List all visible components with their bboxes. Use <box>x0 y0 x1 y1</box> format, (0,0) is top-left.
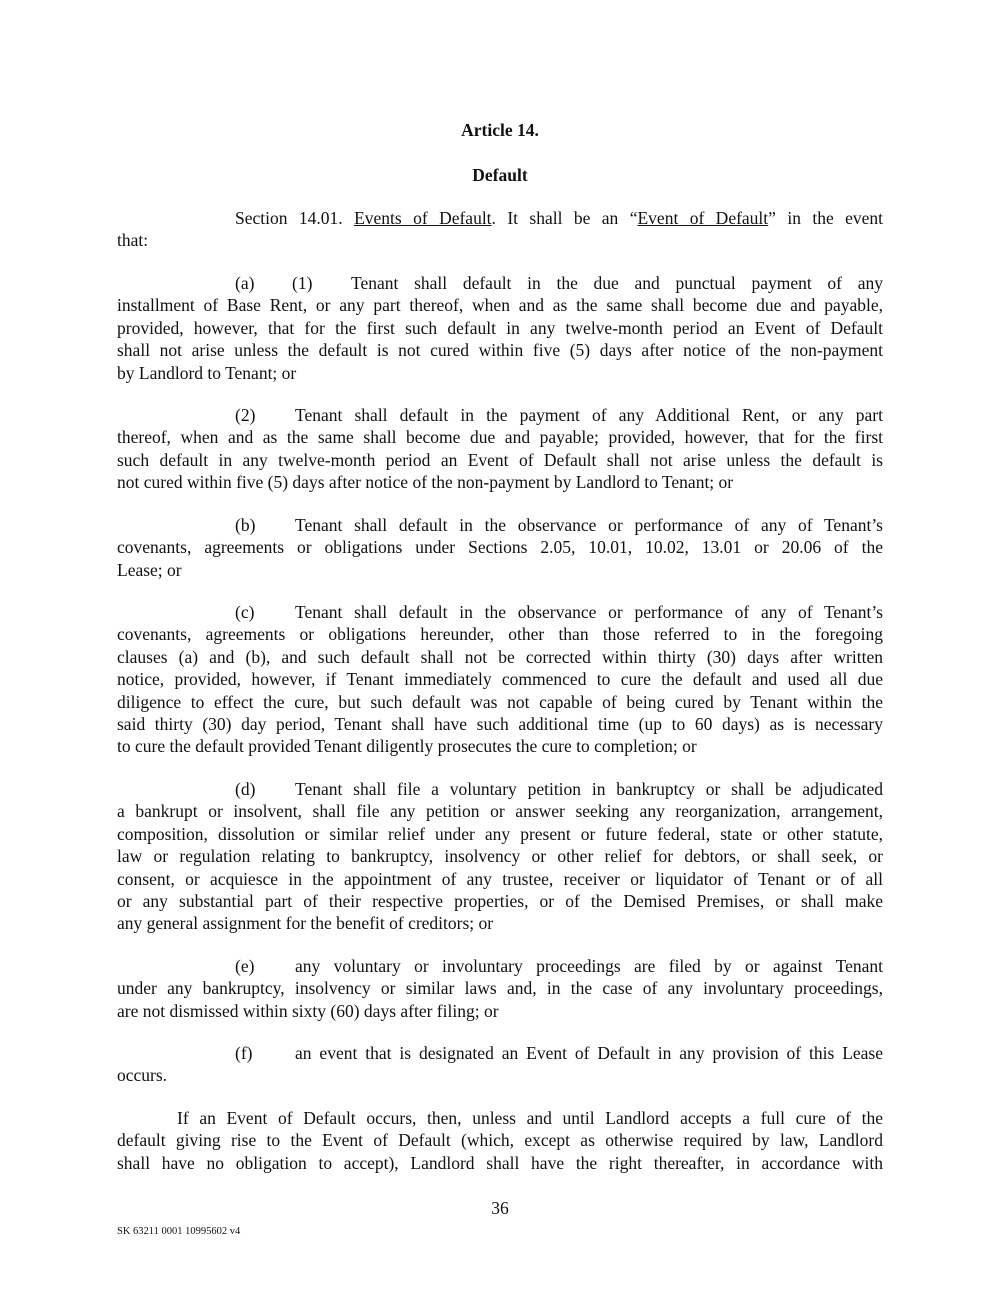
article-subtitle: Default <box>472 165 528 185</box>
clause-c: (c) Tenant shall default in the observance or performance of any of Tenant’s covenants, agreements or obligations hereunder, other than those referred to in the foregoing clauses (a) and (b), and such default shall not be corrected within thirty (30) days after written notice, provided, however, if Tenant immediately commenced to cure the default and used all due diligence to effect the cure, but such default was not capable of being cured by Tenant within the said thirty (30) day period, Tenant shall have such additional time (up to 60 days) as is necessary to cure the default provided Tenant diligently prosecutes the cure to completion; or <box>117 602 883 757</box>
section-heading: Events of Default <box>354 208 492 228</box>
clause-marker: (d) <box>235 779 256 799</box>
page-number: 36 <box>491 1198 509 1218</box>
clause-marker: (c) <box>235 602 255 622</box>
document-id: SK 63211 0001 10995602 v4 <box>117 1226 241 1237</box>
closing-paragraph: If an Event of Default occurs, then, unless and until Landlord accepts a full cure of the default giving rise to the Event of Default (which, except as otherwise required by law, Landlord shall have no obligation to accept), Landlord shall have the right thereafter, in accordance with <box>117 1108 883 1173</box>
clause-d: (d) Tenant shall file a voluntary petition in bankruptcy or shall be adjudicated a bankrupt or insolvent, shall file any petition or answer seeking any reorganization, arrangement, composition, dissolution or similar relief under any present or future federal, state or other statute, law or regulation relating to bankruptcy, insolvency or other relief for debtors, or shall seek, or consent, or acquiesce in the appointment of any trustee, receiver or liquidator of Tenant or of all or any substantial part of their respective properties, or of the Demised Premises, or shall make any general assignment for the benefit of creditors; or <box>117 779 883 934</box>
section-first-line: Section 14.01. Events of Default. It shall be an “Event of Default” in the event <box>235 208 884 228</box>
clause-marker: (2) <box>235 405 256 425</box>
section-14-01 <box>117 207 883 252</box>
clause-marker: (b) <box>235 515 256 535</box>
clause-f: (f) an event that is designated an Event of Default in any provision of this Lease occurs. <box>117 1043 883 1086</box>
clause-marker: (e) <box>235 956 255 976</box>
article-title: Article 14. <box>461 120 539 140</box>
clause-b: (b) Tenant shall default in the observance or performance of any of Tenant’s covenants, agreements or obligations under Sections 2.05, 10.01, 10.02, 13.01 or 20.06 of the Lease; or <box>117 515 883 580</box>
section-label: Section 14.01. <box>235 208 343 228</box>
clause-e: (e) any voluntary or involuntary proceedings are filed by or against Tenant under any bankruptcy, insolvency or similar laws and, in the case of any involuntary proceedings, are not dismissed within sixty (60) days after filing; or <box>117 956 883 1021</box>
clause-marker: (f) <box>235 1043 253 1063</box>
section-continuation: that: <box>117 230 149 251</box>
clause-a-1: (a) (1) Tenant shall default in the due and punctual payment of any installment of Base Rent, or any part thereof, when and as the same shall become due and payable, provided, however, that for the first such default in any twelve-month period an Event of Default shall not arise unless the default is not cured within five (5) days after notice of the non-payment by Landlord to Tenant; or <box>117 273 883 383</box>
clause-a-2: (2) Tenant shall default in the payment of any Additional Rent, or any part thereof, when and as the same shall become due and payable; provided, however, that for the first such default in any twelve-month period an Event of Default shall not arise unless the default is not cured within five (5) days after notice of the non-payment by Landlord to Tenant; or <box>117 405 883 493</box>
clause-marker: (1) <box>292 273 313 293</box>
clause-marker: (a) <box>235 273 255 293</box>
defined-term: Event of Default <box>637 208 769 228</box>
